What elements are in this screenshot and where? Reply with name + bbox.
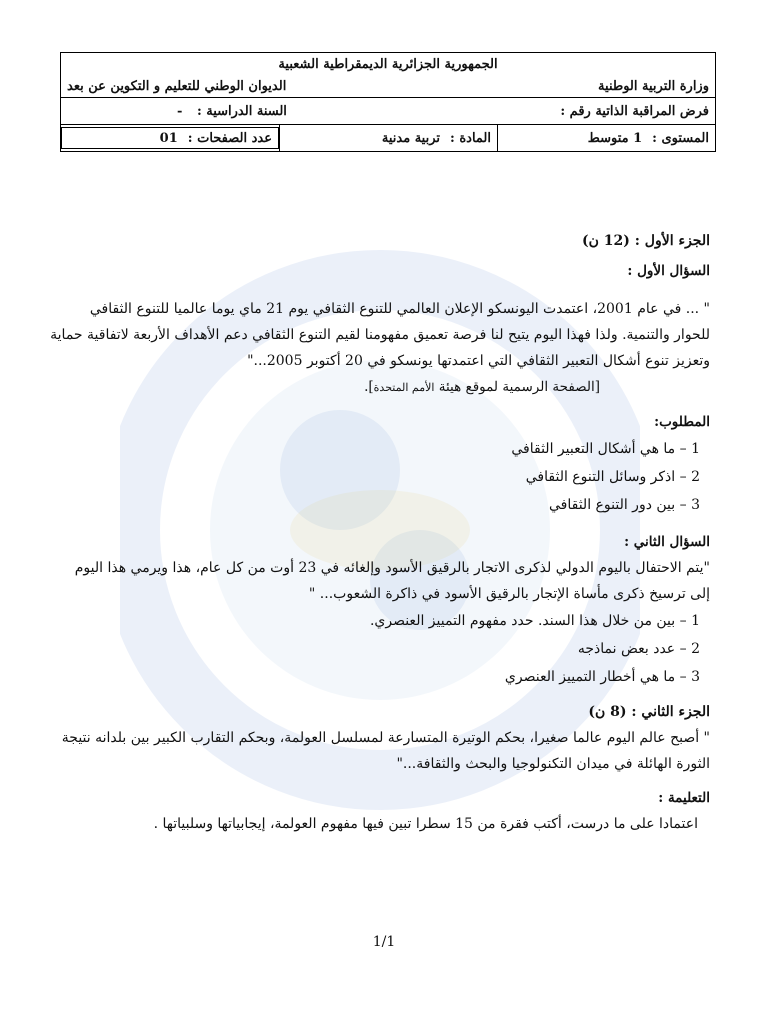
- pages-label: عدد الصفحات :: [187, 130, 272, 146]
- q2-quote-line: "يتم الاحتفال باليوم الدولي لذكرى الاتجار بالرقيق الأسود وإلغائه في 23 أوت من كل عام، هذا ويرمي هذا اليوم: [74, 560, 710, 576]
- exam-content: [50, 222, 710, 837]
- part1-title: الجزء الأول : (12 ن): [582, 233, 710, 249]
- instruction-title: التعليمة :: [658, 790, 710, 806]
- q1-item: 1 – ما هي أشكال التعبير الثقافي: [511, 441, 700, 457]
- level-value: 1 متوسط: [587, 130, 643, 146]
- q1-quote-line: للحوار والتنمية. ولذا فهذا اليوم يتيح لنا فرصة تعميق مفهومنا لقيم التنوع الثقافي دعم الأهداف الأربعة لاتفاقية حماية: [50, 327, 710, 343]
- source-small: الأمم المتحدة: [373, 381, 435, 394]
- q1-quote-line: وتعزيز تنوع أشكال التعبير الثقافي التي اعتمدتها يونسكو في 20 أكتوبر 2005...": [247, 353, 710, 369]
- pages-cell: [61, 127, 279, 149]
- part2-quote-line: الثورة الهائلة في ميدان التكنولوجيا والبحث والثقافة...": [396, 756, 710, 772]
- instruction-text: اعتمادا على ما درست، أكتب فقرة من 15 سطرا تبين فيها مفهوم العولمة، إيجابياتها وسلبياتها .: [153, 816, 698, 832]
- required-title: المطلوب:: [654, 414, 710, 430]
- q1-quote-line: " ... في عام 2001، اعتمدت اليونسكو الإعلان العالمي للتنوع الثقافي يوم 21 ماي يوما عالميا للتنوع الثقافي: [89, 301, 710, 317]
- q2-item: 1 – بين من خلال هذا السند. حدد مفهوم التمييز العنصري.: [369, 613, 700, 629]
- q2-quote-line: إلى ترسيخ ذكرى مأساة الإتجار بالرقيق الأسود في ذاكرة الشعوب... ": [308, 586, 710, 602]
- q1-item: 3 – بين دور التنوع الثقافي: [549, 497, 700, 513]
- school-year: [67, 104, 287, 119]
- office-name: الديوان الوطني للتعليم و التكوين عن بعد: [67, 78, 287, 94]
- subject-value: تربية مدنية: [381, 130, 441, 146]
- q2-quote: [50, 555, 710, 607]
- q2-title: السؤال الثاني :: [624, 534, 710, 550]
- ministry-name: وزارة التربية الوطنية: [598, 78, 709, 94]
- level-cell: [497, 125, 715, 151]
- q1-title: السؤال الأول :: [627, 263, 710, 279]
- q1-item: 2 – اذكر وسائل التنوع الثقافي: [525, 469, 700, 485]
- source-main: [الصفحة الرسمية لموقع هيئة: [438, 379, 600, 395]
- level-label: المستوى :: [652, 130, 709, 146]
- subject-cell: [279, 125, 497, 151]
- q1-source: [50, 374, 710, 401]
- school-year-label: السنة الدراسية :: [196, 103, 287, 119]
- q1-quote: [50, 296, 710, 374]
- page-number: 1/1: [372, 934, 396, 950]
- part2-title: الجزء الثاني : (8 ن): [588, 704, 710, 720]
- school-year-value: -: [177, 103, 183, 119]
- part2-quote-line: " أصبح عالم اليوم عالما صغيرا، بحكم الوتيرة المتسارعة لمسلسل العولمة، وبحكم التقارب الكبير بين بلدانه نتيجة: [61, 730, 710, 746]
- source-end: ].: [364, 379, 374, 395]
- header-box: [60, 52, 716, 152]
- q2-item: 2 – عدد بعض نماذجه: [577, 641, 700, 657]
- subject-label: المادة :: [450, 130, 491, 146]
- exam-label: فرض المراقبة الذاتية رقم :: [560, 103, 709, 119]
- republic-title: الجمهورية الجزائرية الديمقراطية الشعبية: [278, 56, 498, 72]
- part2-quote: [50, 725, 710, 777]
- pages-value: 01: [159, 130, 178, 146]
- q2-item: 3 – ما هي أخطار التمييز العنصري: [504, 669, 700, 685]
